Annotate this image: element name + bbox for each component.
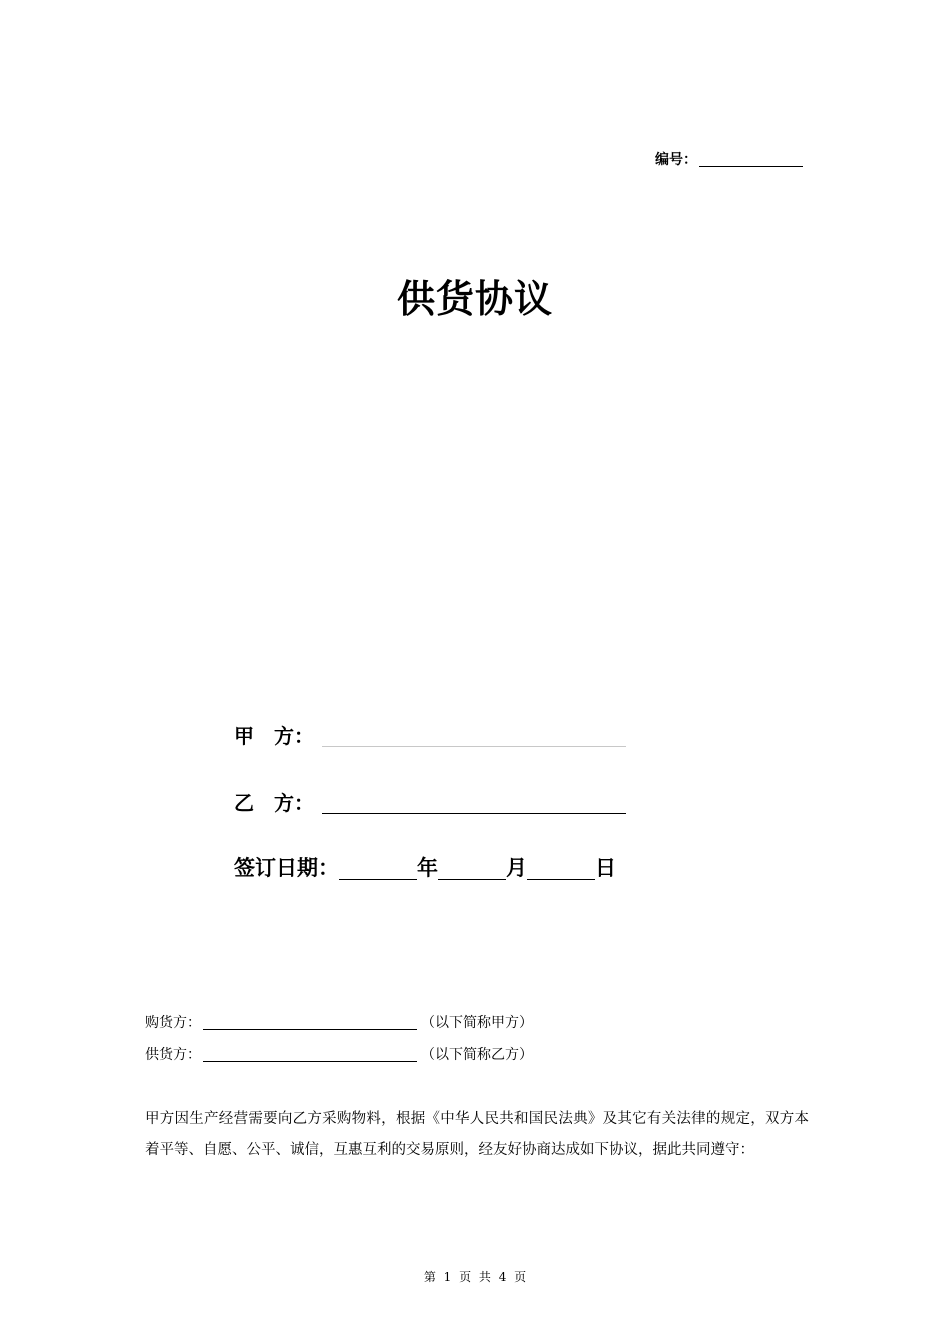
serial-blank[interactable] — [699, 152, 803, 167]
serial-label: 编号： — [655, 152, 697, 168]
supplier-label: 供货方： — [145, 1047, 201, 1063]
supplier-note: （以下简称乙方） — [421, 1047, 533, 1063]
sign-date-label: 签订日期： — [234, 856, 339, 880]
party-b-row — [234, 787, 626, 816]
page-number: 第 1 页 共 4 页 — [423, 1270, 527, 1284]
month-blank[interactable] — [438, 859, 506, 880]
buyer-blank[interactable] — [203, 1015, 417, 1030]
year-label: 年 — [417, 856, 438, 880]
day-blank[interactable] — [527, 859, 595, 880]
party-b-label: 乙 方： — [234, 791, 314, 815]
party-a-blank[interactable] — [322, 728, 626, 747]
buyer-row — [145, 1012, 533, 1032]
supplier-blank[interactable] — [203, 1047, 417, 1062]
party-b-blank[interactable] — [322, 795, 626, 814]
party-a-label: 甲 方： — [234, 724, 314, 748]
month-label: 月 — [506, 856, 527, 880]
document-title: 供货协议 — [396, 276, 553, 321]
sign-date-row — [234, 852, 616, 882]
buyer-note: （以下简称甲方） — [421, 1015, 533, 1031]
party-a-row — [234, 720, 626, 749]
year-blank[interactable] — [339, 859, 417, 880]
intro-paragraph: 甲方因生产经营需要向乙方采购物料，根据《中华人民共和国民法典》及其它有关法律的规定，双方本着平等、自愿、公平、诚信，互惠互利的交易原则，经友好协商达成如下协议，据此共同遵守： — [145, 1111, 809, 1158]
buyer-label: 购货方： — [145, 1015, 201, 1031]
supplier-row — [145, 1044, 533, 1064]
serial-number — [655, 149, 803, 169]
day-label: 日 — [595, 856, 616, 880]
